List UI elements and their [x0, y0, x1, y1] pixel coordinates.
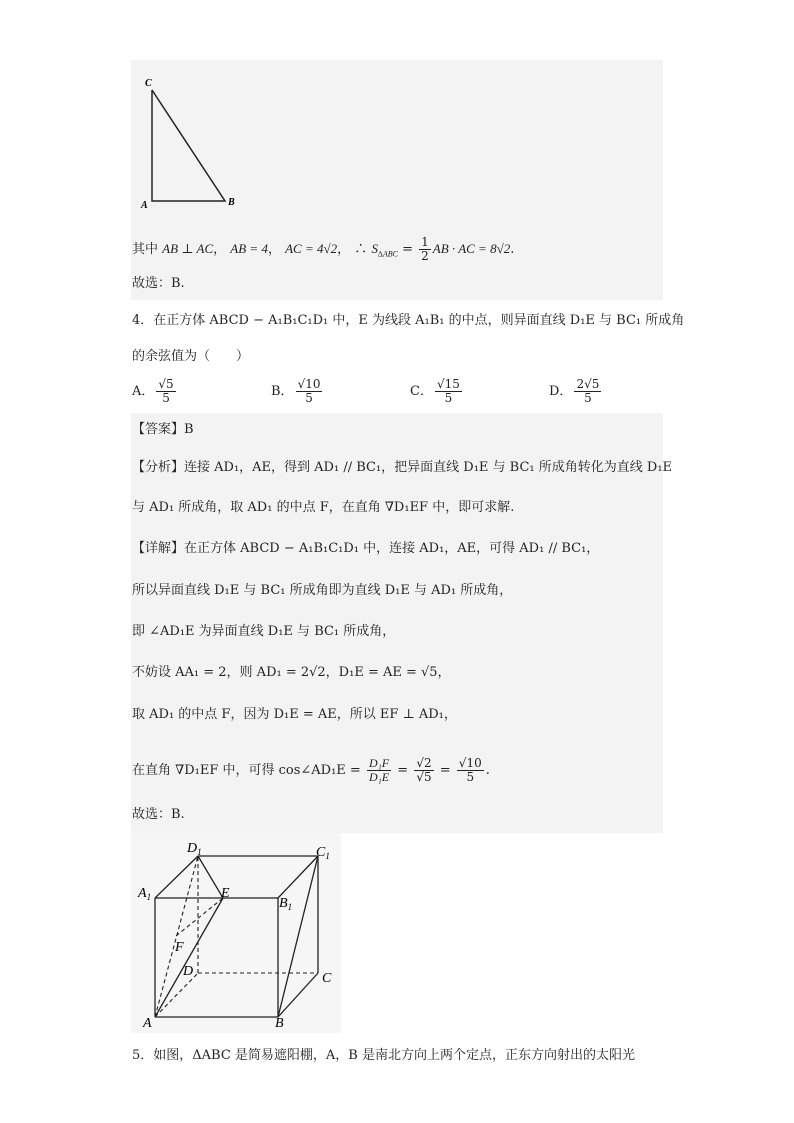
- q3-sep-3: ，: [337, 242, 351, 257]
- area-symbol: S: [371, 241, 378, 256]
- triangle-figure: [140, 74, 250, 214]
- q4-detail-line-2: 所以异面直线 D₁E 与 BC₁ 所成角即为直线 D₁E 与 AD₁ 所成角，: [132, 583, 513, 598]
- label-c1: $C_1$: [316, 845, 330, 861]
- q4-analysis-line-2: 与 AD₁ 所成角，取 AD₁ 的中点 F，在直角 ∇D₁EF 中，即可求解.: [132, 500, 515, 515]
- cos-f3-den: 5: [466, 770, 475, 784]
- half-den: 2: [421, 249, 429, 263]
- option-a-num: √5: [158, 377, 174, 391]
- cos-eq-1: =: [397, 763, 409, 778]
- option-c-num: √15: [436, 377, 460, 391]
- q3-area-rhs: AB · AC = 8√2: [432, 241, 511, 256]
- q4-detail-line-1: 【详解】在正方体 ABCD − A₁B₁C₁D₁ 中，连接 AD₁，AE，可得 AD₁ // BC₁，: [132, 541, 600, 556]
- cos-f2-num: √2: [416, 756, 432, 770]
- segment-b-c1: [278, 856, 318, 1017]
- cos-f1-den: D₁E: [368, 770, 390, 784]
- q4-detail-line-6: [132, 757, 490, 784]
- option-d-num: 2√5: [576, 377, 600, 391]
- q5-stem: 5．如图，ΔABC 是简易遮阳棚，A，B 是南北方向上两个定点，正东方向射出的太阳光: [132, 1048, 635, 1063]
- option-b-num: √10: [297, 377, 321, 391]
- triangle-outline: [152, 90, 225, 201]
- option-b-letter: B．: [271, 384, 294, 399]
- q4-detail-line-4: 不妨设 AA₁ = 2，则 AD₁ = 2√2，D₁E = AE = √5，: [132, 665, 451, 680]
- label-d1: $D_1$: [187, 841, 202, 857]
- option-a[interactable]: [132, 378, 178, 405]
- q3-equals: =: [402, 242, 414, 257]
- q3-sep-2: ，: [267, 242, 281, 257]
- q4-choose: 故选：B.: [132, 807, 185, 822]
- option-d-letter: D．: [549, 384, 573, 399]
- option-d[interactable]: [549, 378, 603, 405]
- option-b[interactable]: [271, 378, 324, 405]
- vertex-label-c: C: [145, 78, 152, 89]
- hidden-segment-a-d1: [155, 856, 198, 1017]
- label-d: D: [183, 964, 194, 979]
- cos-fraction-2: [414, 757, 433, 784]
- edge-a1-d1: [155, 856, 198, 898]
- option-a-den: 5: [162, 391, 170, 405]
- cos-f2-den: √5: [416, 770, 432, 784]
- half-fraction: [419, 236, 431, 263]
- q4-analysis-line-1: 【分析】连接 AD₁，AE，得到 AD₁ // BC₁，把异面直线 D₁E 与 BC₁ 所成角转化为直线 D₁E: [132, 460, 673, 475]
- cos-fraction-3: [457, 757, 484, 784]
- cube-figure: [133, 835, 341, 1033]
- option-a-letter: A．: [132, 384, 155, 399]
- hidden-segment-f-e: [176, 898, 223, 936]
- q4-answer: 【答案】B: [132, 422, 194, 437]
- q4-detail-line-3: 即 ∠AD₁E 为异面直线 D₁E 与 BC₁ 所成角，: [132, 624, 396, 639]
- vertex-label-b: B: [228, 197, 235, 208]
- half-num: 1: [421, 235, 429, 249]
- segment-d1-e: [198, 856, 223, 898]
- cos-fraction-1: [367, 757, 391, 784]
- q3-cond-ac: AC = 4√2: [285, 241, 338, 256]
- q3-cond-pre: 其中: [132, 242, 159, 257]
- q4-stem-line-1: 4．在正方体 ABCD − A₁B₁C₁D₁ 中，E 为线段 A₁B₁ 的中点，则异面直线 D₁E 与 BC₁ 所成角: [132, 313, 685, 328]
- option-c[interactable]: [410, 378, 464, 405]
- label-b: B: [275, 1016, 284, 1031]
- therefore-sign: ∴: [354, 242, 368, 257]
- cos-eq-2: =: [439, 763, 451, 778]
- q3-area-line: [132, 236, 514, 265]
- cos-f3-num: √10: [458, 756, 482, 770]
- label-a1: $A_1$: [138, 886, 152, 902]
- q3-sep-1: ，: [213, 242, 227, 257]
- q4-detail-line-5: 取 AD₁ 的中点 F，因为 D₁E = AE，所以 EF ⊥ AD₁，: [132, 707, 457, 722]
- label-f: F: [175, 940, 184, 955]
- cos-f1-num: D₁F: [368, 756, 390, 770]
- label-b1: $B_1$: [279, 896, 293, 912]
- option-c-letter: C．: [410, 384, 433, 399]
- label-c: C: [322, 971, 332, 986]
- vertex-label-a: A: [141, 200, 148, 211]
- label-a: A: [143, 1016, 152, 1031]
- label-e: E: [221, 886, 230, 901]
- q3-choose: 故选：B.: [132, 276, 185, 291]
- edge-b1-c1: [278, 856, 318, 898]
- option-d-den: 5: [584, 391, 592, 405]
- cos-period: .: [485, 763, 490, 778]
- q3-cond-ab: AB = 4: [230, 241, 268, 256]
- q4-stem-line-2: 的余弦值为（ ）: [132, 349, 250, 364]
- option-b-den: 5: [305, 391, 313, 405]
- q3-period: .: [510, 242, 515, 257]
- segment-a-e: [155, 898, 223, 1017]
- q3-cond-perp: AB ⊥ AC: [162, 241, 214, 256]
- cos-lead: 在直角 ∇D₁EF 中，可得 cos∠AD₁E =: [132, 763, 361, 778]
- option-c-den: 5: [444, 391, 453, 405]
- area-subscript: ∆ABC: [377, 249, 398, 259]
